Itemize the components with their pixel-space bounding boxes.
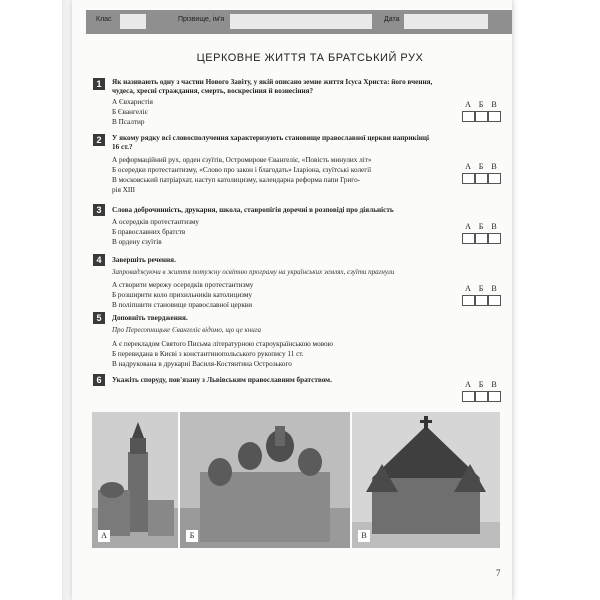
answer-cell[interactable] <box>475 111 488 122</box>
image-tag: Б <box>186 530 198 542</box>
question-number: 5 <box>93 312 105 324</box>
question-text: Укажіть споруду, пов'язану з Львівським православним братством. <box>112 376 332 384</box>
option-c[interactable]: В ордену єзуїтів <box>112 238 162 246</box>
question-text: Завершіть речення. <box>112 256 176 264</box>
image-tag: В <box>358 530 370 542</box>
answer-cell[interactable] <box>462 295 475 306</box>
question-prompt: Про Пересопницьке Євангеліє відомо, що це книга <box>112 326 261 334</box>
answer-cell[interactable] <box>475 233 488 244</box>
name-label: Прізвище, ім'я <box>178 16 225 23</box>
option-b[interactable]: Б розширити коло прихильників католицизму <box>112 291 253 299</box>
name-field[interactable] <box>230 14 372 29</box>
answer-grid-header: Б <box>478 162 484 171</box>
image-tag: А <box>98 530 110 542</box>
option-a[interactable]: А створити мережу осередків протестантизму <box>112 281 254 289</box>
answer-grid-header: А <box>465 222 471 231</box>
answer-grid-header: В <box>491 222 497 231</box>
question-number: 6 <box>93 374 105 386</box>
question-text: Слова доброчинність, друкарня, школа, ставропігія доречні в розповіді про діяльність <box>112 206 394 214</box>
answer-cell[interactable] <box>475 173 488 184</box>
option-a[interactable]: А реформаційний рух, орден єзуїтів, Остромирове Євангеліє, «Повість минулих літ» <box>112 156 372 164</box>
option-b[interactable]: Б Євангеліє <box>112 108 148 116</box>
date-label: Дата <box>384 16 400 23</box>
option-c-continued: рія XIII <box>112 186 136 194</box>
question-number: 1 <box>93 78 105 90</box>
option-c[interactable]: В поліпшити становище православної церкви <box>112 301 253 309</box>
answer-grid <box>462 380 502 402</box>
question-prompt: Запроваджуючи в життя потужну освітню програму на українських землях, єзуїти прагнули <box>112 268 395 276</box>
photo-church <box>352 412 500 548</box>
answer-grid-header: В <box>491 162 497 171</box>
answer-grid-header: А <box>465 162 471 171</box>
option-c[interactable]: В надрукована в друкарні Василя-Костянтина Острозького <box>112 360 292 368</box>
question-text: Доповніть твердження. <box>112 314 188 322</box>
option-b[interactable]: Б перевидана в Києві з константинопольського рукопису 11 ст. <box>112 350 304 358</box>
answer-cell[interactable] <box>488 295 501 306</box>
question-number: 3 <box>93 204 105 216</box>
answer-cell[interactable] <box>462 233 475 244</box>
answer-grid <box>462 162 502 184</box>
option-a[interactable]: А Євхаристія <box>112 98 153 106</box>
answer-grid <box>462 100 502 122</box>
question-number: 4 <box>93 254 105 266</box>
answer-grid-header: А <box>465 100 471 109</box>
header-bar <box>86 10 512 34</box>
question-text: Як називають одну з частин Нового Завіту, у якій описано земне життя Ісуса Христа: його вчення, чудеса, хресні страждання, смерть, воскресіння й вознесіння? <box>112 78 433 95</box>
question-text: У якому рядку всі словосполучення характеризують становище православної церкви наприкінці 16 ст.? <box>112 134 429 151</box>
answer-cell[interactable] <box>488 391 501 402</box>
option-c[interactable]: В Псалтир <box>112 118 145 126</box>
photo-tower <box>92 412 178 548</box>
option-a[interactable]: А є перекладом Святого Письма літературною староукраїнською мовою <box>112 340 333 348</box>
answer-cell[interactable] <box>488 111 501 122</box>
answer-grid-header: А <box>465 380 471 389</box>
class-label: Клас <box>96 16 112 23</box>
answer-grid-header: Б <box>478 222 484 231</box>
option-a[interactable]: А осередків протестантизму <box>112 218 200 226</box>
answer-grid-header: В <box>491 380 497 389</box>
photo-cathedral <box>180 412 350 548</box>
page-number: 7 <box>496 568 501 578</box>
answer-cell[interactable] <box>475 391 488 402</box>
class-field[interactable] <box>120 14 146 29</box>
option-c[interactable]: В московський патріархат, наступ католицизму, календарна реформа папи Григо- <box>112 176 361 184</box>
question-number: 2 <box>93 134 105 146</box>
option-b[interactable]: Б православних братств <box>112 228 186 236</box>
date-field[interactable] <box>404 14 488 29</box>
answer-grid-header: Б <box>478 380 484 389</box>
answer-cell[interactable] <box>488 173 501 184</box>
answer-grid-header: А <box>465 284 471 293</box>
answer-grid <box>462 222 502 244</box>
answer-grid-header: В <box>491 100 497 109</box>
option-b[interactable]: Б осередки протестантизму, «Слово про закон і благодать» Іларіона, єзуїтські колегії <box>112 166 372 174</box>
answer-cell[interactable] <box>462 111 475 122</box>
answer-cell[interactable] <box>488 233 501 244</box>
answer-grid <box>462 284 502 306</box>
answer-cell[interactable] <box>462 391 475 402</box>
answer-cell[interactable] <box>462 173 475 184</box>
answer-grid-header: В <box>491 284 497 293</box>
answer-grid-header: Б <box>478 100 484 109</box>
answer-grid-header: Б <box>478 284 484 293</box>
answer-cell[interactable] <box>475 295 488 306</box>
page-title: ЦЕРКОВНЕ ЖИТТЯ ТА БРАТСЬКИЙ РУХ <box>196 52 424 64</box>
